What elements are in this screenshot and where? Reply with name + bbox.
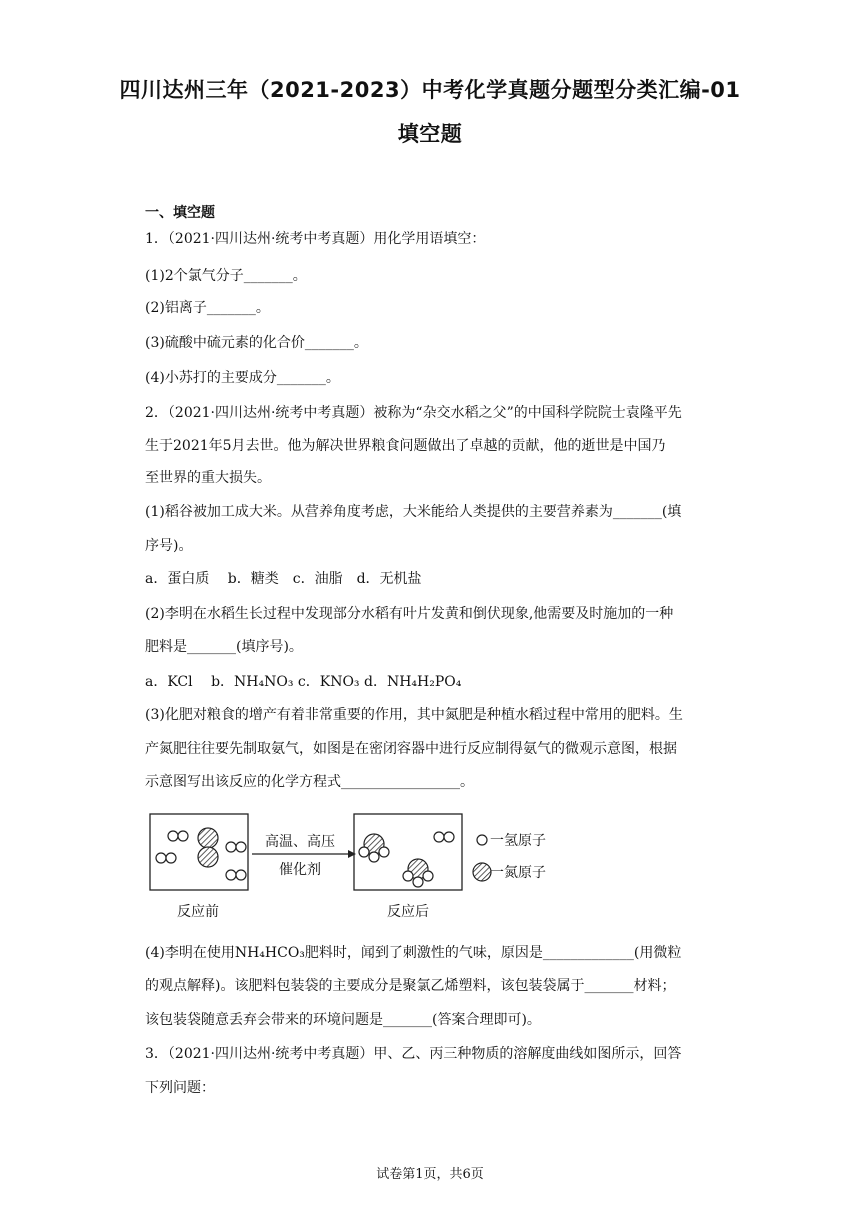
condition-bottom: 催化剂 [279, 862, 321, 878]
h-atom [178, 831, 188, 841]
h-atom [359, 847, 369, 857]
h-atom [236, 842, 246, 852]
h-atom [166, 853, 176, 863]
q1-part4: (4)小苏打的主要成分_______。 [145, 370, 340, 386]
q2-stem-line1: 2．（2021·四川达州·统考中考真题）被称为“杂交水稻之父”的中国科学院院士袁隆平先 [145, 405, 682, 421]
q2-part4-line2: 的观点解释)。该肥料包装袋的主要成分是聚氯乙烯塑料，该包装袋属于_______材料； [145, 978, 676, 994]
q2-part4-line3: 该包装袋随意丢弃会带来的环境问题是_______(答案合理即可)。 [145, 1012, 541, 1028]
h-atom [168, 831, 178, 841]
q1-stem: 1．（2021·四川达州·统考中考真题）用化学用语填空： [145, 231, 486, 247]
h-atom [156, 853, 166, 863]
legend-nitrogen: 一氮原子 [490, 865, 546, 881]
q2-part1-options: a．蛋白质 b．糖类 c．油脂 d．无机盐 [145, 571, 422, 587]
condition-top: 高温、高压 [265, 834, 335, 850]
section-heading: 一、填空题 [145, 205, 215, 221]
q2-part2-line1: (2)李明在水稻生长过程中发现部分水稻有叶片发黄和倒伏现象,他需要及时施加的一种 [145, 606, 674, 622]
reaction-diagram [148, 812, 568, 924]
h-atom [434, 832, 444, 842]
legend-h-icon [477, 835, 487, 845]
caption-after: 反应后 [387, 904, 429, 920]
h-atom [444, 832, 454, 842]
legend-n-icon [473, 863, 491, 881]
q3-stem-line2: 下列问题： [145, 1080, 215, 1096]
h-atom [236, 870, 246, 880]
q3-stem-line1: 3．（2021·四川达州·统考中考真题）甲、乙、丙三种物质的溶解度曲线如图所示，回答 [145, 1046, 682, 1062]
h-atom [423, 871, 433, 881]
caption-before: 反应前 [177, 904, 219, 920]
h-atom [226, 842, 236, 852]
q2-part1-line2: 序号)。 [145, 538, 193, 554]
h-atom [226, 870, 236, 880]
q2-part3-line1: (3)化肥对粮食的增产有着非常重要的作用，其中氮肥是种植水稻过程中常用的肥料。生 [145, 707, 683, 723]
q2-part2-options: a．KCl b．NH₄NO₃ c．KNO₃ d．NH₄H₂PO₄ [145, 674, 462, 690]
q2-part2-line2: 肥料是_______(填序号)。 [145, 639, 303, 655]
legend-hydrogen: 一氢原子 [490, 833, 546, 849]
n-atom [198, 828, 218, 848]
q2-stem-line3: 至世界的重大损失。 [145, 470, 271, 486]
q1-part2: (2)铝离子_______。 [145, 300, 270, 316]
q2-part3-line3: 示意图写出该反应的化学方程式_________________。 [145, 774, 474, 790]
before-molecules [156, 828, 246, 880]
h-atom [403, 871, 413, 881]
h-atom [369, 852, 379, 862]
reaction-arrowhead [348, 850, 356, 858]
q2-stem-line2: 生于2021年5月去世。他为解决世界粮食问题做出了卓越的贡献，他的逝世是中国乃 [145, 438, 666, 454]
n-atom [198, 847, 218, 867]
h-atom [379, 847, 389, 857]
q1-part3: (3)硫酸中硫元素的化合价_______。 [145, 335, 368, 351]
q2-part4-line1: (4)李明在使用NH₄HCO₃肥料时，闻到了刺激性的气味，原因是_____________(用微粒 [145, 945, 682, 961]
q2-part3-line2: 产氮肥往往要先制取氨气，如图是在密闭容器中进行反应制得氨气的微观示意图，根据 [145, 741, 677, 757]
page-footer: 试卷第1页，共6页 [376, 1167, 484, 1182]
q2-part1-line1: (1)稻谷被加工成大米。从营养角度考虑，大米能给人类提供的主要营养素为_______(填 [145, 504, 682, 520]
after-molecules [359, 832, 454, 887]
document-title-line1: 四川达州三年（2021-2023）中考化学真题分题型分类汇编-01 [119, 78, 741, 102]
h-atom [413, 877, 423, 887]
q1-part1: (1)2个氯气分子_______。 [145, 268, 307, 284]
document-title-line2: 填空题 [397, 122, 463, 146]
